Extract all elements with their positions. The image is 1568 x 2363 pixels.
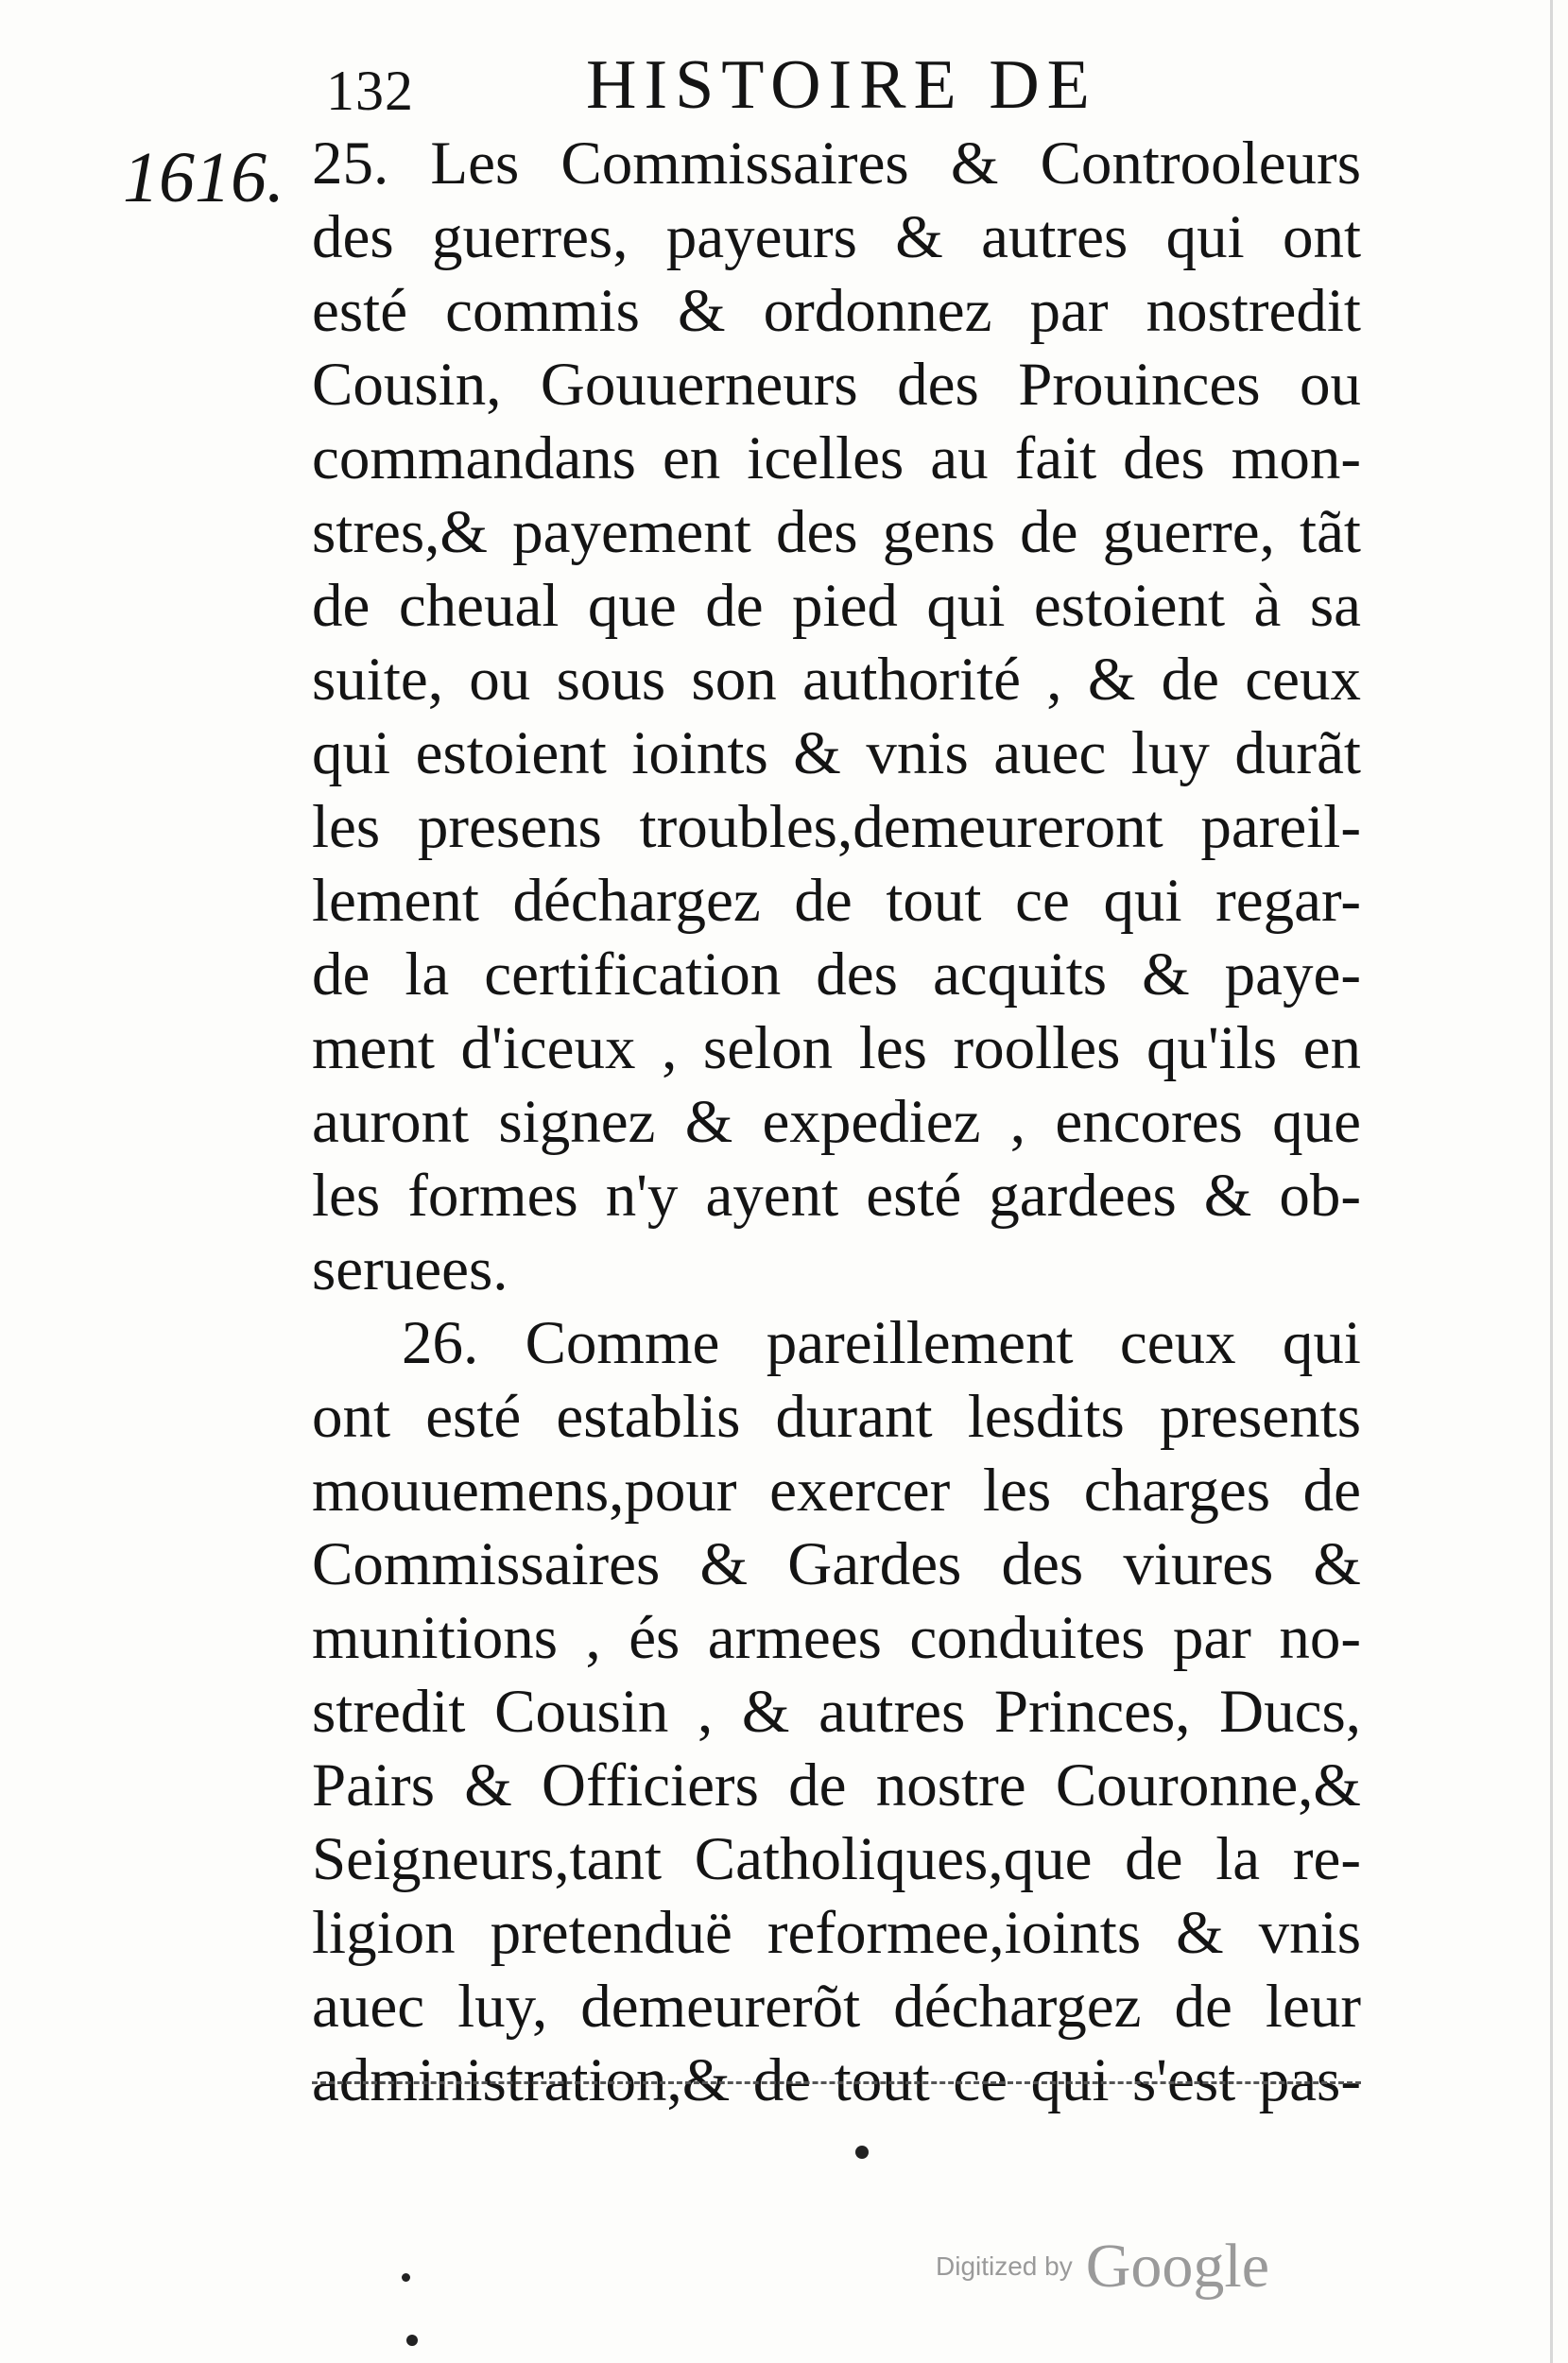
body-text	[312, 127, 1361, 2117]
text-line: de la certification des acquits & paye-	[312, 940, 1361, 1009]
page-number: 132	[326, 60, 414, 122]
text-line: Cousin, Gouuerneurs des Prouinces ou	[312, 351, 1361, 419]
text-line: 25. Les Commissaires & Controoleurs	[312, 129, 1361, 198]
text-line: mouuemens,pour exercer les charges de	[312, 1457, 1361, 1525]
text-line: ment d'iceux , selon les roolles qu'ils en	[312, 1014, 1361, 1082]
ink-speck	[406, 2335, 418, 2346]
text-line: munitions , és armees conduites par no-	[312, 1604, 1361, 1672]
page-edge-shadow	[1550, 0, 1553, 2363]
digitized-by-label: Digitized by	[936, 2251, 1073, 2281]
text-line: les formes n'y ayent esté gardees & ob-	[312, 1162, 1361, 1230]
text-line: Pairs & Officiers de nostre Couronne,&	[312, 1751, 1361, 1820]
text-line: ligion pretenduë reformee,ioints & vnis	[312, 1899, 1361, 1967]
text-line: suite, ou sous son authorité , & de ceux	[312, 646, 1361, 714]
margin-year-note: 1616.	[123, 138, 284, 217]
digitized-by-watermark	[936, 2231, 1269, 2303]
ink-speck	[855, 2146, 869, 2159]
text-line: Seigneurs,tant Catholiques,que de la re-	[312, 1825, 1361, 1893]
text-line: qui estoient ioints & vnis auec luy durãt	[312, 719, 1361, 787]
text-line: de cheual que de pied qui estoient à sa	[312, 572, 1361, 640]
running-title: HISTOIRE DE	[586, 46, 1097, 124]
text-line: auec luy, demeurerõt déchargez de leur	[312, 1973, 1361, 2041]
text-line: 26. Comme pareillement ceux qui	[402, 1309, 1361, 1377]
text-line: ont esté establis durant lesdits presents	[312, 1383, 1361, 1451]
text-line: administration,& de tout ce qui s'est pas-	[312, 2046, 1361, 2114]
text-line: stres,& payement des gens de guerre, tãt	[312, 498, 1361, 566]
text-line: esté commis & ordonnez par nostredit	[312, 277, 1361, 345]
bottom-rule	[312, 2081, 1361, 2084]
text-line: stredit Cousin , & autres Princes, Ducs,	[312, 1678, 1361, 1746]
ink-speck	[402, 2273, 410, 2282]
google-wordmark: Google	[1085, 2232, 1270, 2301]
text-line: Commissaires & Gardes des viures &	[312, 1530, 1361, 1598]
text-line: commandans en icelles au fait des mon-	[312, 424, 1361, 492]
text-line: des guerres, payeurs & autres qui ont	[312, 203, 1361, 271]
text-line: auront signez & expediez , encores que	[312, 1088, 1361, 1156]
text-line: seruees.	[312, 1235, 508, 1303]
text-line: les presens troubles,demeureront pareil-	[312, 793, 1361, 861]
text-line: lement déchargez de tout ce qui regar-	[312, 867, 1361, 935]
